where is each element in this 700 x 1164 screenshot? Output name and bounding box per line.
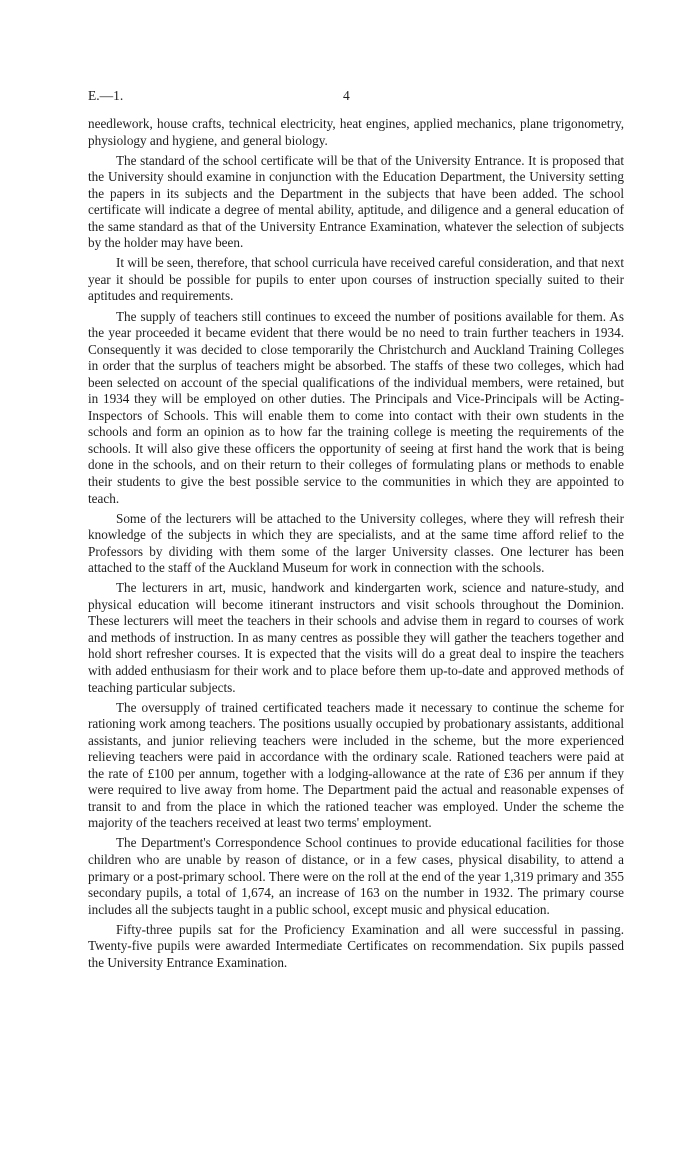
document-reference: E.—1. <box>88 88 124 103</box>
paragraph-itinerant-instructors: The lecturers in art, music, handwork and kindergarten work, science and nature-study, and physical education will become itinerant instructors and visit schools throughout the Dominion. These lecturers will meet the teachers in their schools and advise them in regard to courses of work and methods of instruction. In as many centres as possible they will gather the teachers together and hold short refresher courses. It is expected that the visits will do a great deal to inspire the teachers with added enthusiasm for their work and to place before them up-to-date and approved methods of teaching particular subjects. <box>88 580 624 695</box>
paragraph-examinations: Fifty-three pupils sat for the Proficiency Examination and all were successful in passing. Twenty-five pupils were awarded Intermediate Certificates on recommendation. Six pupils passed the University Entrance Examination. <box>88 921 624 970</box>
body-text <box>88 116 624 975</box>
page-number: 4 <box>343 88 350 103</box>
paragraph-correspondence-school: The Department's Correspondence School continues to provide educational facilities for those children who are unable by reason of distance, or in a few cases, physical disability, to attend a primary or a post-primary school. There were on the roll at the end of the year 1,319 primary and 355 secondary pupils, a total of 1,674, an increase of 163 on the number in 1932. The primary course includes all the subjects taught in a public school, except music and physical education. <box>88 835 624 917</box>
paragraph-lecturers-university: Some of the lecturers will be attached to the University colleges, where they will refresh their knowledge of the subjects in which they are specialists, and at the same time afford relief to the Professors by dividing with them some of the larger University classes. One lecturer has been attached to the staff of the Auckland Museum for work in connection with the schools. <box>88 510 624 576</box>
paragraph-rationing: The oversupply of trained certificated teachers made it necessary to continue the scheme for rationing work among teachers. The positions usually occupied by probationary assistants, additional assistants, and junior relieving teachers were included in the scheme, but the more experienced relieving teachers were paid in accordance with the ordinary scale. Rationed teachers were paid at the rate of £100 per annum, together with a lodging-allowance at the rate of £36 per annum if they were required to live away from home. The Department paid the actual and reasonable expenses of transit to and from the place in which the rationed teacher was employed. Under the scheme the majority of the teachers received at least two terms' employment. <box>88 699 624 831</box>
paragraph-school-certificate: The standard of the school certificate will be that of the University Entrance. It is proposed that the University should examine in conjunction with the Education Department, the University setting the papers in its subjects and the Department in the subjects that have been added. The school certificate will indicate a degree of mental ability, aptitude, and diligence and a general education of the same standard as that of the University Entrance Examination, whatever the selection of subjects by the holder may have been. <box>88 152 624 251</box>
paragraph-curricula: It will be seen, therefore, that school curricula have received careful consideration, and that next year it should be possible for pupils to enter upon courses of instruction specially suited to their aptitudes and requirements. <box>88 255 624 304</box>
page-header <box>88 88 612 106</box>
paragraph-teacher-supply: The supply of teachers still continues to exceed the number of positions available for them. As the year proceeded it became evident that there would be no need to train further teachers in 1934. Consequently it was decided to close temporarily the Christchurch and Auckland Training Colleges in order that the surplus of teachers might be absorbed. The staffs of these two colleges, which had been selected on account of the special qualifications of the individual members, were retained, but in 1934 they will be employed on other duties. The Principals and Vice-Principals will be Acting-Inspectors of Schools. This will enable them to come into contact with their own students in the schools and form an opinion as to how far the training college is meeting the requirements of the schools. It will also give these officers the opportunity of seeing at first hand the work that is being done in the schools, and on their return to their colleges of formulating plans or methods to enable their students to give the best possible service to the communities in which they are appointed to teach. <box>88 308 624 506</box>
paragraph-continued: needlework, house crafts, technical electricity, heat engines, applied mechanics, plane trigonometry, physiology and hygiene, and general biology. <box>88 116 624 148</box>
